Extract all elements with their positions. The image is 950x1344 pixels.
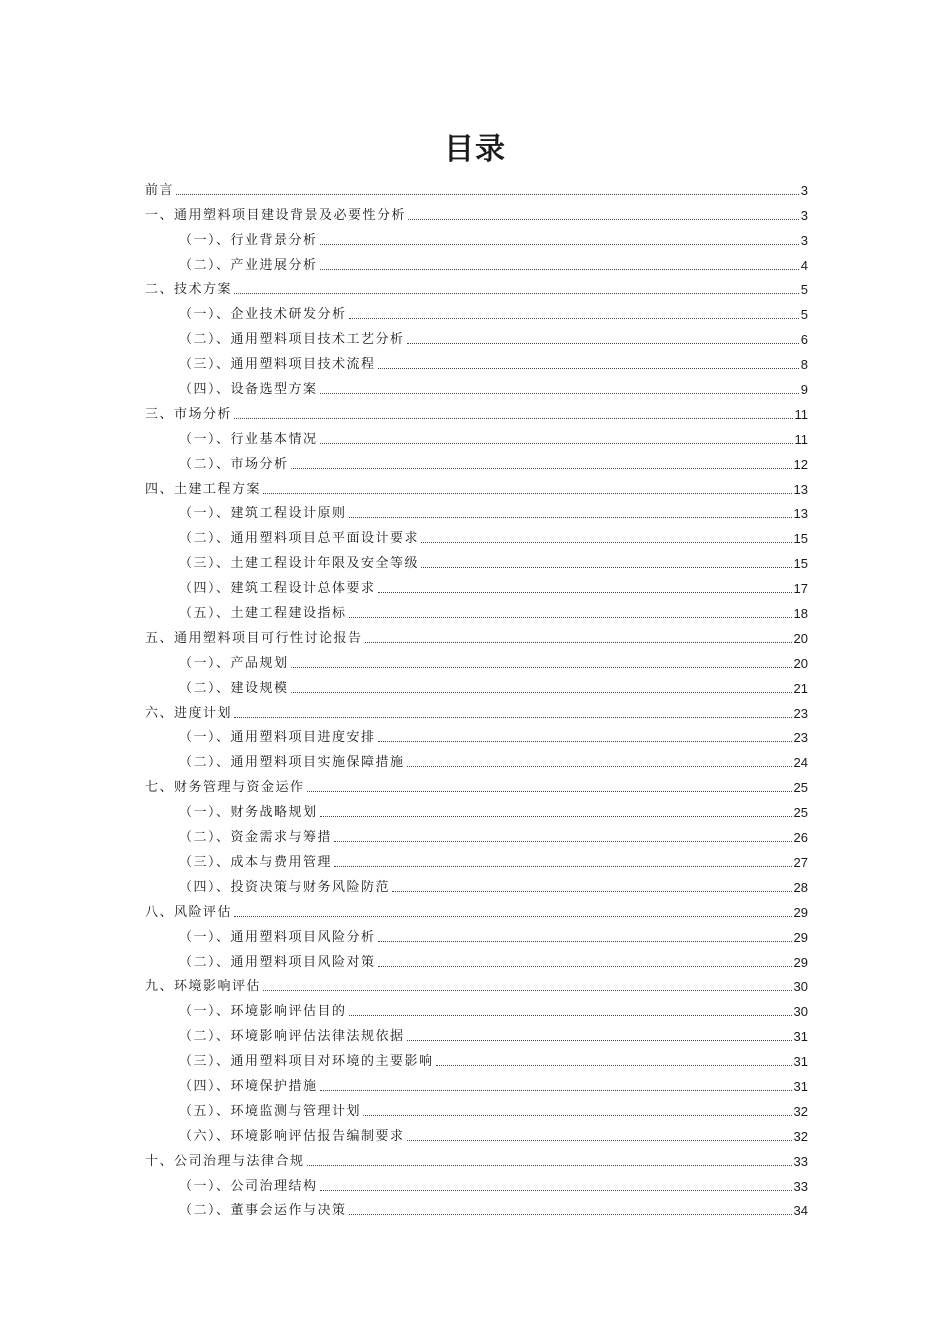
toc-entry[interactable]: [145, 846, 808, 871]
toc-entry[interactable]: [145, 821, 808, 846]
dot-leader: [408, 219, 799, 220]
toc-entry-title: （三）、成本与费用管理: [179, 854, 333, 870]
toc-page-number: 21: [793, 680, 808, 696]
toc-entry[interactable]: [145, 1120, 808, 1145]
toc-entry-title: 八、风险评估: [145, 904, 233, 920]
dot-leader: [349, 617, 792, 618]
toc-entry-title: 九、环境影响评估: [145, 979, 262, 995]
toc-page-number: 29: [793, 954, 808, 970]
toc-page-number: 31: [793, 1078, 808, 1094]
toc-entry-title: （二）、董事会运作与决策: [179, 1203, 347, 1219]
toc-entry-title: 五、通用塑料项目可行性讨论报告: [145, 630, 363, 646]
dot-leader: [320, 1190, 792, 1191]
toc-entry-title: （二）、通用塑料项目技术工艺分析: [179, 332, 405, 348]
toc-page-number: 13: [793, 506, 808, 522]
toc-entry-title: （二）、市场分析: [179, 456, 289, 472]
toc-page-number: 12: [793, 456, 808, 472]
toc-entry-title: （三）、通用塑料项目技术流程: [179, 357, 376, 373]
dot-leader: [365, 642, 792, 643]
dot-leader: [334, 841, 792, 842]
toc-entry-title: （一）、财务战略规划: [179, 805, 318, 821]
toc-entry-title: （二）、资金需求与筹措: [179, 830, 333, 846]
toc-entry[interactable]: [145, 298, 808, 323]
dot-leader: [378, 966, 792, 967]
toc-entry[interactable]: [145, 473, 808, 498]
toc-entry-title: 一、通用塑料项目建设背景及必要性分析: [145, 207, 407, 223]
toc-page-number: 31: [793, 1029, 808, 1045]
toc-entry-title: （五）、环境监测与管理计划: [179, 1103, 362, 1119]
toc-page-number: 30: [793, 979, 808, 995]
toc-page-number: 9: [800, 382, 808, 398]
dot-leader: [263, 493, 792, 494]
dot-leader: [176, 194, 799, 195]
toc-entry-title: （五）、土建工程建设指标: [179, 606, 347, 622]
toc-page-number: 11: [794, 406, 808, 422]
toc-page-number: 17: [793, 581, 808, 597]
toc-entry[interactable]: [145, 398, 808, 423]
toc-page-number: 25: [793, 780, 808, 796]
toc-entry-title: （四）、环境保护措施: [179, 1078, 318, 1094]
toc-entry[interactable]: [145, 1070, 808, 1095]
dot-leader: [349, 1214, 792, 1215]
toc-page-number: 26: [793, 830, 808, 846]
toc-entry[interactable]: [145, 921, 808, 946]
toc-entry[interactable]: [145, 274, 808, 299]
toc-entry[interactable]: [145, 547, 808, 572]
toc-entry-title: （四）、建筑工程设计总体要求: [179, 581, 376, 597]
dot-leader: [307, 1165, 792, 1166]
dot-leader: [349, 1015, 792, 1016]
toc-entry[interactable]: [145, 423, 808, 448]
toc-entry[interactable]: [145, 174, 808, 199]
toc-entry[interactable]: [145, 871, 808, 896]
dot-leader: [407, 766, 792, 767]
dot-leader: [392, 891, 792, 892]
toc-page-number: 30: [793, 1004, 808, 1020]
toc-entry-title: （三）、土建工程设计年限及安全等级: [179, 556, 420, 572]
toc-page-number: 33: [793, 1153, 808, 1169]
toc-page-number: 29: [793, 929, 808, 945]
toc-entry[interactable]: [145, 373, 808, 398]
toc-page-number: 15: [793, 556, 808, 572]
toc-entry-title: 七、财务管理与资金运作: [145, 780, 305, 796]
dot-leader: [320, 244, 799, 245]
toc-entry-title: （一）、行业背景分析: [179, 232, 318, 248]
toc-entry[interactable]: [145, 771, 808, 796]
dot-leader: [363, 1115, 792, 1116]
toc-page-number: 6: [800, 332, 808, 348]
toc-entry[interactable]: [145, 995, 808, 1020]
toc-entry[interactable]: [145, 597, 808, 622]
dot-leader: [334, 866, 792, 867]
dot-leader: [378, 741, 792, 742]
toc-entry[interactable]: [145, 1045, 808, 1070]
toc-entry[interactable]: [145, 1170, 808, 1195]
dot-leader: [378, 592, 792, 593]
dot-leader: [407, 343, 799, 344]
toc-entry-title: （四）、设备选型方案: [179, 382, 318, 398]
toc-entry[interactable]: [145, 946, 808, 971]
toc-entry[interactable]: [145, 622, 808, 647]
toc-page-number: 3: [800, 182, 808, 198]
toc-page-number: 31: [793, 1054, 808, 1070]
toc-entry-title: （一）、建筑工程设计原则: [179, 506, 347, 522]
toc-entry[interactable]: [145, 572, 808, 597]
toc-page-number: 23: [793, 705, 808, 721]
toc-entry-title: （二）、建设规模: [179, 680, 289, 696]
toc-entry-title: 四、土建工程方案: [145, 481, 262, 497]
toc-entry-title: （二）、产业进展分析: [179, 257, 318, 273]
toc-page-number: 28: [793, 879, 808, 895]
toc-entry-title: 六、进度计划: [145, 705, 233, 721]
toc-entry[interactable]: [145, 323, 808, 348]
toc-page-number: 15: [793, 531, 808, 547]
toc-entry-title: （二）、环境影响评估法律法规依据: [179, 1029, 405, 1045]
toc-entry[interactable]: [145, 448, 808, 473]
toc-page-number: 5: [800, 282, 808, 298]
dot-leader: [407, 1140, 792, 1141]
toc-entry[interactable]: [145, 647, 808, 672]
dot-leader: [234, 916, 792, 917]
toc-page-number: 33: [793, 1178, 808, 1194]
dot-leader: [320, 393, 799, 394]
toc-page-number: 3: [800, 232, 808, 248]
toc-page-number: 32: [793, 1128, 808, 1144]
toc-entry[interactable]: [145, 1095, 808, 1120]
toc-entry[interactable]: [145, 697, 808, 722]
toc-entry[interactable]: [145, 199, 808, 224]
toc-entry[interactable]: [145, 672, 808, 697]
toc-entry[interactable]: [145, 224, 808, 249]
toc-page-number: 32: [793, 1103, 808, 1119]
toc-entry-title: 十、公司治理与法律合规: [145, 1153, 305, 1169]
toc-page-number: 3: [800, 207, 808, 223]
toc-page-number: 25: [793, 805, 808, 821]
toc-entry[interactable]: [145, 249, 808, 274]
toc-page-number: 5: [800, 307, 808, 323]
toc-page-number: 11: [794, 431, 808, 447]
toc-page-number: 27: [793, 854, 808, 870]
toc-entry-title: （一）、行业基本情况: [179, 431, 318, 447]
dot-leader: [378, 368, 799, 369]
toc-entry-title: （三）、通用塑料项目对环境的主要影响: [179, 1054, 434, 1070]
dot-leader: [234, 418, 792, 419]
dot-leader: [407, 1040, 792, 1041]
toc-page-number: 23: [793, 730, 808, 746]
toc-title: 目录: [444, 132, 506, 167]
toc-entry[interactable]: [145, 1145, 808, 1170]
dot-leader: [421, 567, 792, 568]
dot-leader: [320, 443, 793, 444]
toc-page-number: 34: [793, 1203, 808, 1219]
toc-page-number: 29: [793, 904, 808, 920]
toc-entry-title: （一）、产品规划: [179, 655, 289, 671]
toc-entry-title: （六）、环境影响评估报告编制要求: [179, 1128, 405, 1144]
toc-entry[interactable]: [145, 971, 808, 996]
toc-entry[interactable]: [145, 498, 808, 523]
dot-leader: [320, 816, 792, 817]
toc-page-number: 13: [793, 481, 808, 497]
dot-leader: [307, 791, 792, 792]
toc-page-number: 4: [800, 257, 808, 273]
toc-entry[interactable]: [145, 522, 808, 547]
toc-entry[interactable]: [145, 1020, 808, 1045]
toc-page-number: 18: [793, 606, 808, 622]
dot-leader: [291, 468, 792, 469]
dot-leader: [349, 318, 799, 319]
toc-entry[interactable]: [145, 896, 808, 921]
toc-entry-title: （二）、通用塑料项目总平面设计要求: [179, 531, 420, 547]
toc-entry-title: （一）、通用塑料项目风险分析: [179, 929, 376, 945]
toc-entry[interactable]: [145, 722, 808, 747]
dot-leader: [234, 293, 799, 294]
toc-entry[interactable]: [145, 796, 808, 821]
toc-entry-title: 三、市场分析: [145, 406, 233, 422]
dot-leader: [291, 667, 792, 668]
toc-page-number: 8: [800, 357, 808, 373]
toc-entry-title: （二）、通用塑料项目实施保障措施: [179, 755, 405, 771]
toc-entry-title: （一）、企业技术研发分析: [179, 307, 347, 323]
dot-leader: [421, 542, 792, 543]
toc-entry-title: （一）、环境影响评估目的: [179, 1004, 347, 1020]
toc-entry-title: （二）、通用塑料项目风险对策: [179, 954, 376, 970]
dot-leader: [291, 692, 792, 693]
toc-entry[interactable]: [145, 348, 808, 373]
toc-page-number: 20: [793, 655, 808, 671]
toc-entry-title: （四）、投资决策与财务风险防范: [179, 879, 391, 895]
dot-leader: [263, 990, 792, 991]
dot-leader: [320, 269, 799, 270]
toc-entry-title: （一）、通用塑料项目进度安排: [179, 730, 376, 746]
toc-page-number: 20: [793, 630, 808, 646]
toc-entry-title: 二、技术方案: [145, 282, 233, 298]
toc-entry-title: （一）、公司治理结构: [179, 1178, 318, 1194]
dot-leader: [320, 1090, 792, 1091]
dot-leader: [436, 1065, 792, 1066]
toc-page-number: 24: [793, 755, 808, 771]
dot-leader: [378, 941, 792, 942]
table-of-contents: [145, 174, 808, 1219]
dot-leader: [234, 717, 792, 718]
toc-entry[interactable]: [145, 746, 808, 771]
toc-entry-title: 前言: [145, 182, 175, 198]
toc-entry[interactable]: [145, 1195, 808, 1220]
dot-leader: [349, 517, 792, 518]
